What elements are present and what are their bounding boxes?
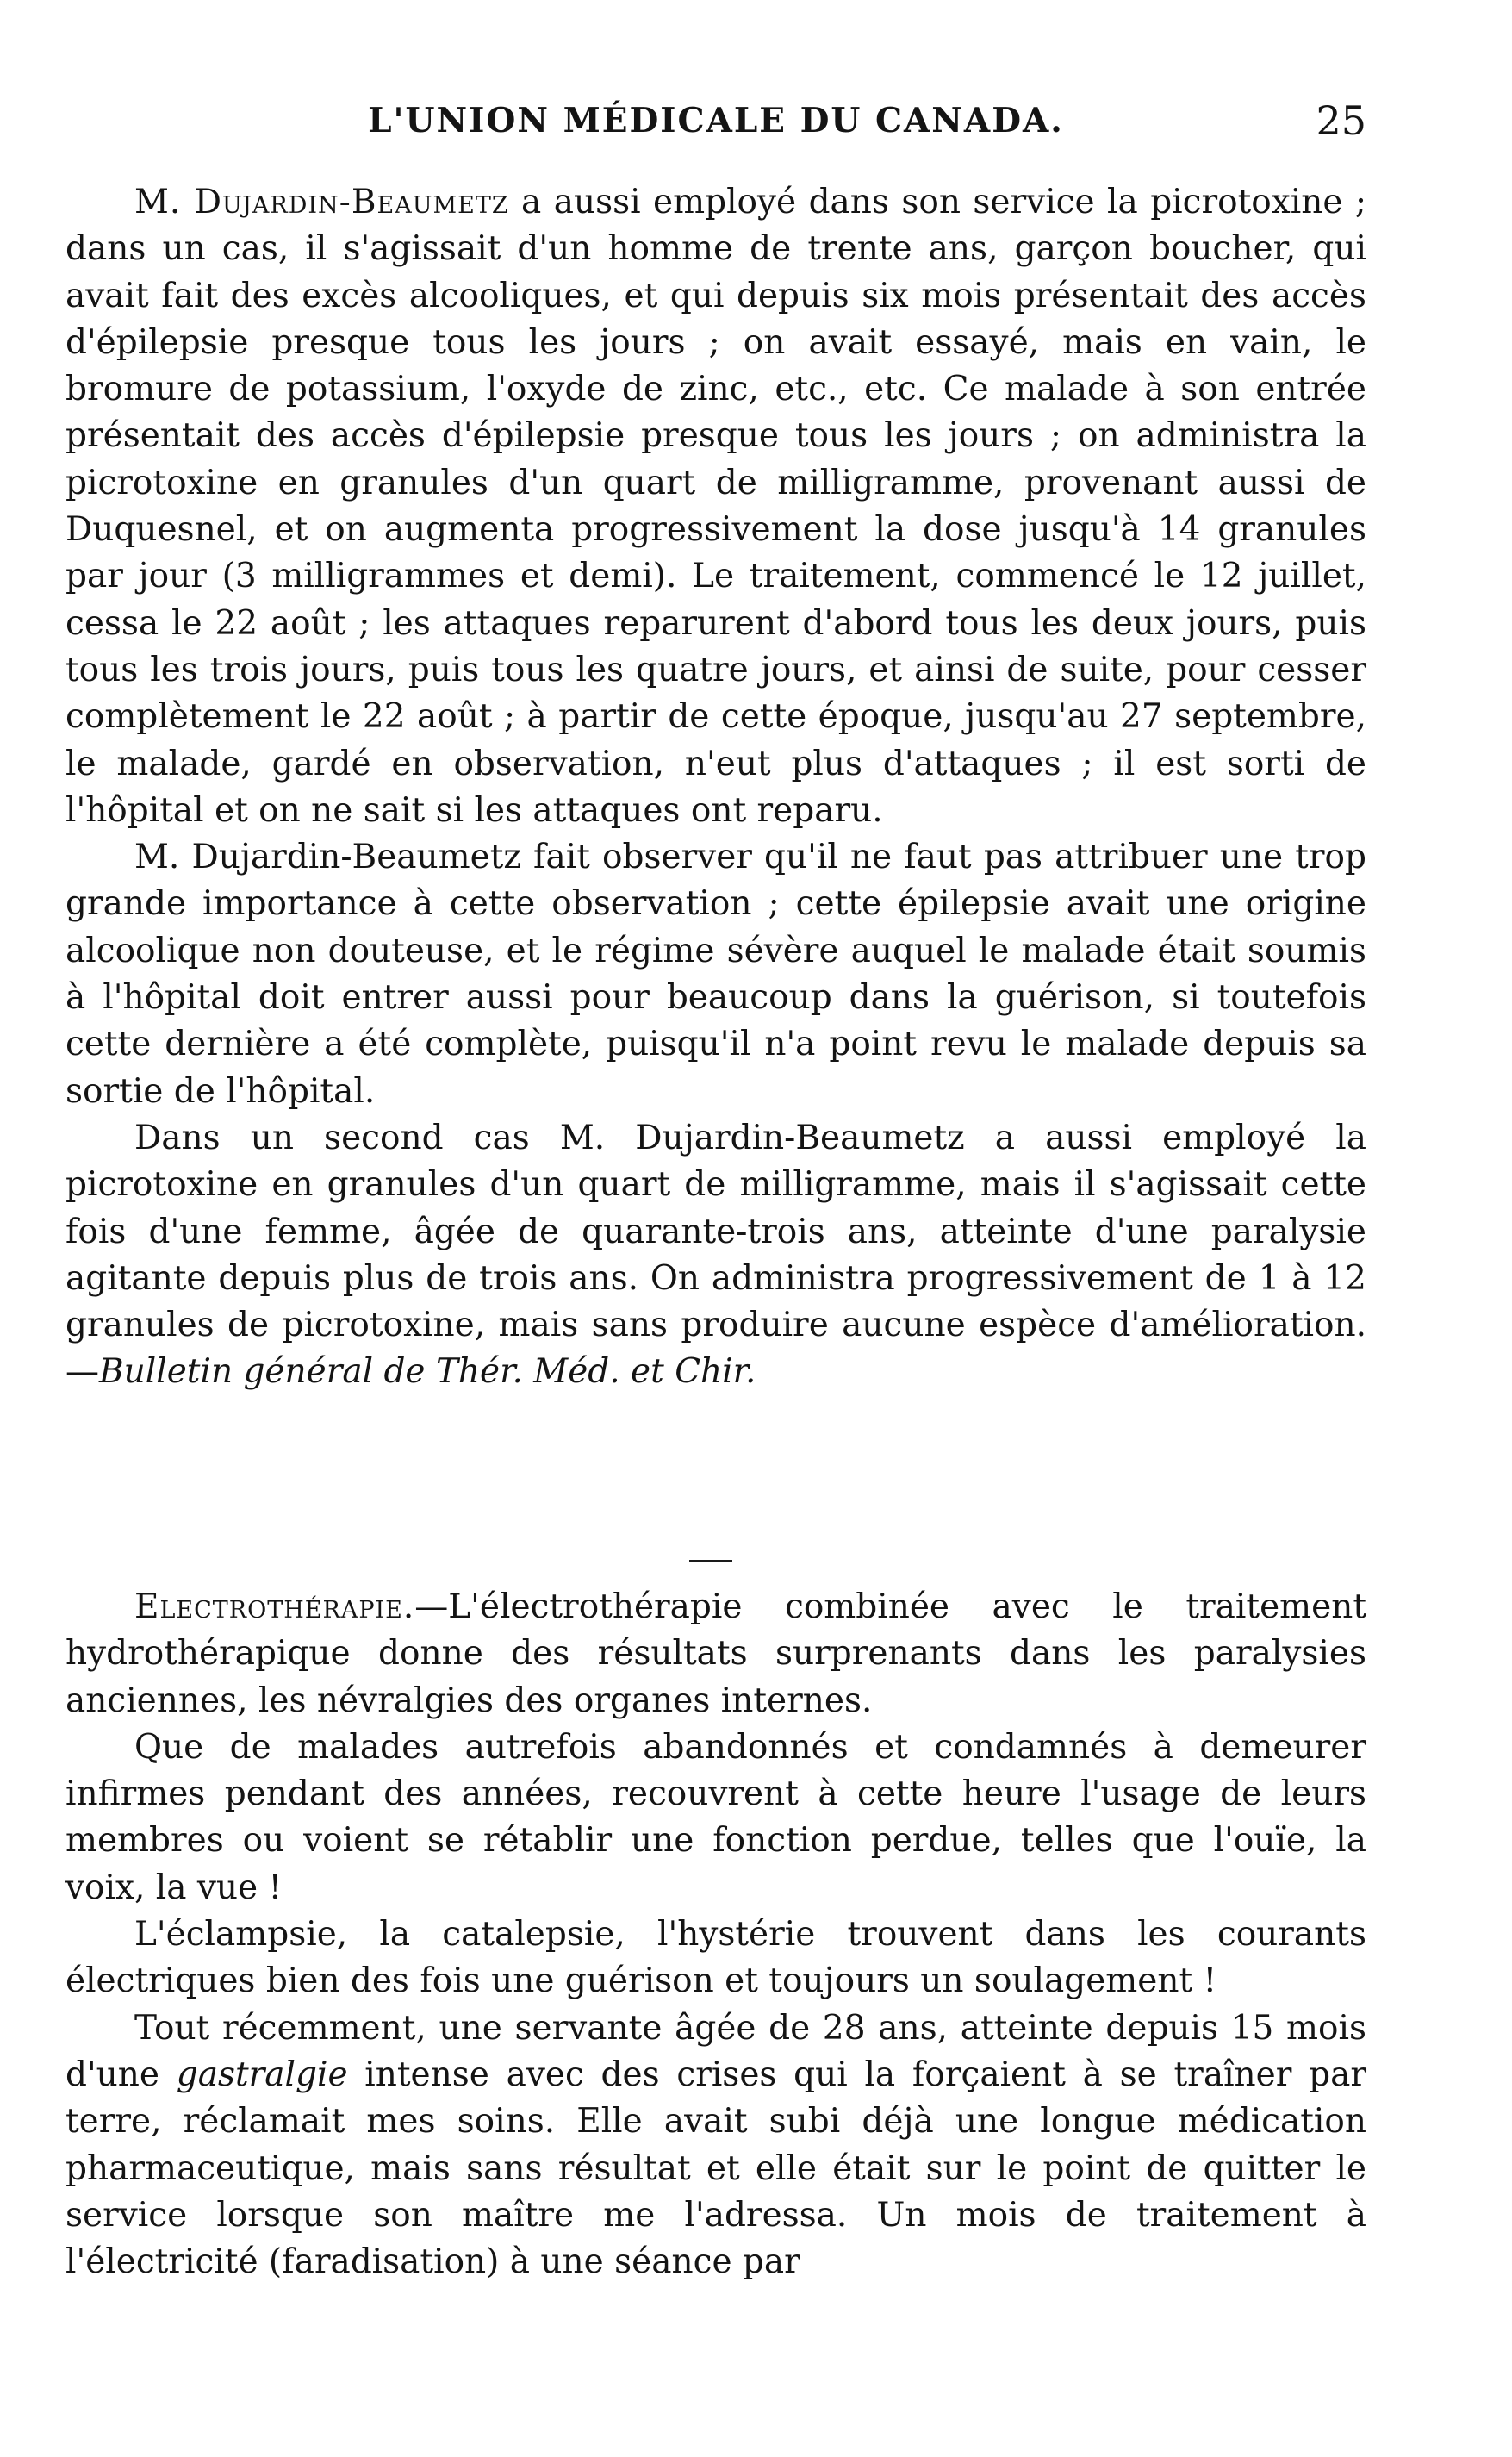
section-2-paragraph-4 <box>65 2005 1366 2286</box>
section-divider <box>689 1560 732 1562</box>
emphasis-term: gastralgie <box>176 2055 348 2094</box>
section-2-paragraph-3 <box>65 1911 1366 2005</box>
section-2-paragraph-2-text: Que de malades autrefois abandonnés et condamnés à demeurer infirmes pendant des années, recouvrent à cette heure l'usage de leurs membres ou voient se rétablir une fonction perdue, telles que l'ouïe, la voix, la vue ! <box>65 1727 1366 1907</box>
section-2-paragraph-1-text: —L'électrothérapie combinée avec le traitement hydrothérapique donne des résultats surprenants dans les paralysies anciennes, les névralgies des organes internes. <box>65 1587 1366 1720</box>
paragraph-3-text: Dans un second cas M. Dujardin-Beaumetz a aussi employé la picrotoxine en granules d'un quart de milligramme, mais il s'agissait cette fois d'une femme, âgée de quarante-trois ans, atteinte d'une paralysie agitante depuis plus de trois ans. On administra progressivement de 1 à 12 granules de picrotoxine, mais sans produire aucune espèce d'amélioration.— <box>65 1118 1366 1392</box>
section-2-paragraph-1 <box>65 1584 1366 1724</box>
running-title: L'UNION MÉDICALE DU CANADA. <box>368 101 1064 140</box>
paragraph-1 <box>65 179 1366 834</box>
article-picrotoxine <box>65 179 1366 1396</box>
paragraph-1-text: a aussi employé dans son service la picrotoxine ; dans un cas, il s'agissait d'un homme de trente ans, garçon boucher, qui avait fait des excès alcooliques, et qui depuis six mois présentait des accès d'épilepsie presque tous les jours ; on avait essayé, mais en vain, le bromure de potassium, l'oxyde de zinc, etc., etc. Ce malade à son entrée présentait des accès d'épilepsie presque tous les jours ; on administra la picrotoxine en granules d'un quart de milligramme, provenant aussi de Duquesnel, et on augmenta progressivement la dose jusqu'à 14 granules par jour (3 milligrammes et demi). Le traitement, commencé le 12 juillet, cessa le 22 août ; les attaques reparurent d'abord tous les deux jours, puis tous les trois jours, puis tous les quatre jours, et ainsi de suite, pour cesser complètement le 22 août ; à partir de cette époque, jusqu'au 27 septembre, le malade, gardé en observation, n'eut plus d'attaques ; il est sorti de l'hôpital et on ne sait si les attaques ont reparu. <box>65 183 1367 830</box>
paragraph-3 <box>65 1115 1366 1396</box>
paragraph-2 <box>65 834 1366 1115</box>
section-2-paragraph-2 <box>65 1724 1366 1911</box>
page-number: 25 <box>1316 97 1366 144</box>
citation: Bulletin général de Thér. Méd. et Chir. <box>99 1352 756 1392</box>
section-2-paragraph-4-text-b: intense avec des crises qui la forçaient à se traîner par terre, réclamait mes soins. Elle avait subi déjà une longue médication pharmaceutique, mais sans résultat et elle était sur le point de quitter le service lorsque son maître me l'adressa. Un mois de traitement à l'électricité (faradisation) à une séance par <box>65 2055 1366 2282</box>
author-name: M. Dujardin-Beaumetz <box>134 183 509 221</box>
section-heading: Electrothérapie. <box>134 1587 415 1626</box>
section-2-paragraph-4-text-a: Tout récemment, une servante âgée de 28 ans, atteinte depuis 15 mois d'une <box>65 2008 1366 2094</box>
article-electrotherapie <box>65 1584 1366 2286</box>
section-2-paragraph-3-text: L'éclampsie, la catalepsie, l'hystérie trouvent dans les courants électriques bien des fois une guérison et toujours un soulagement ! <box>65 1915 1366 2001</box>
paragraph-2-text: M. Dujardin-Beaumetz fait observer qu'il ne faut pas attribuer une trop grande importance à cette observation ; cette épilepsie avait une origine alcoolique non douteuse, et le régime sévère auquel le malade était soumis à l'hôpital doit entrer aussi pour beaucoup dans la guérison, si toutefois cette dernière a été complète, puisqu'il n'a point revu le malade depuis sa sortie de l'hôpital. <box>65 838 1366 1111</box>
page-header <box>65 95 1366 147</box>
